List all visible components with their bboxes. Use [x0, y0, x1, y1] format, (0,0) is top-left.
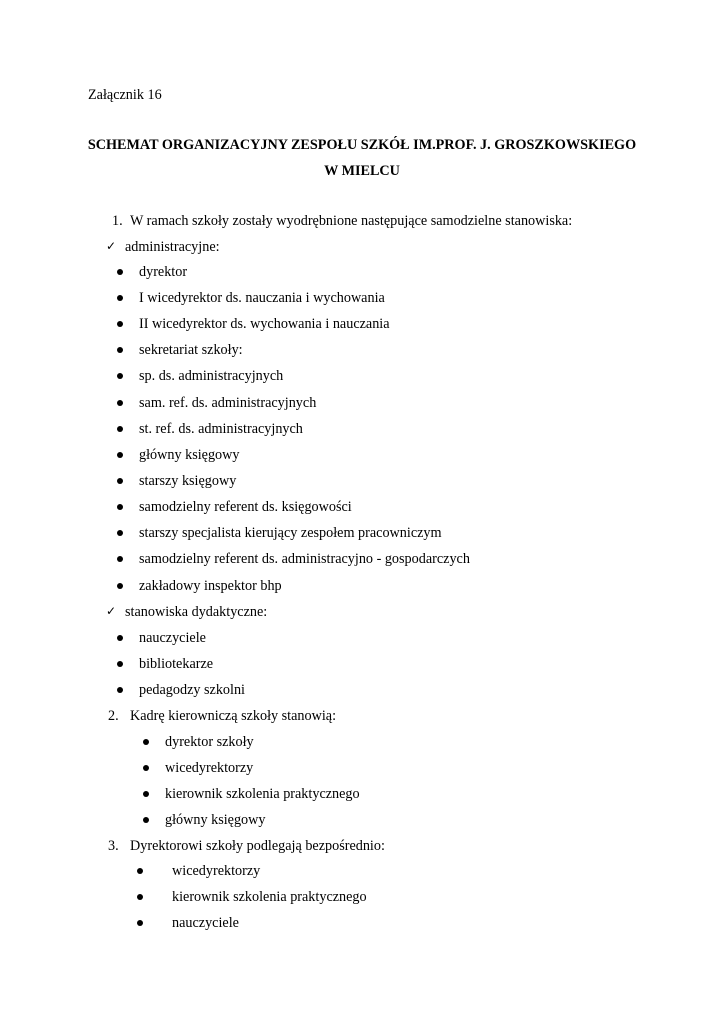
bullet-icon	[117, 687, 123, 693]
bullet-icon	[117, 295, 123, 301]
list-item: bibliotekarze	[139, 656, 214, 672]
group-didactic-label: stanowiska dydaktyczne:	[125, 604, 268, 620]
section-1-text: W ramach szkoły zostały wyodrębnione następujące samodzielne stanowiska:	[130, 213, 573, 229]
check-mark-icon: ✓	[106, 604, 117, 618]
bullet-icon	[117, 400, 123, 406]
bullet-icon	[117, 530, 123, 536]
list-item: kierownik szkolenia praktycznego	[165, 786, 360, 802]
bullet-icon	[137, 894, 143, 900]
list-item: wicedyrektorzy	[165, 760, 254, 776]
list-item: dyrektor	[139, 264, 188, 280]
list-item: dyrektor szkoły	[165, 734, 254, 750]
list-item: nauczyciele	[172, 915, 239, 931]
list-item: st. ref. ds. administracyjnych	[139, 421, 303, 437]
section-1-number: 1.	[112, 213, 123, 229]
bullet-icon	[117, 347, 123, 353]
list-item: sekretariat szkoły:	[139, 342, 243, 358]
bullet-icon	[137, 868, 143, 874]
check-mark-icon: ✓	[106, 239, 117, 253]
list-item: I wicedyrektor ds. nauczania i wychowania	[139, 290, 385, 306]
bullet-icon	[117, 661, 123, 667]
list-item: nauczyciele	[139, 630, 206, 646]
list-item: sam. ref. ds. administracyjnych	[139, 395, 317, 411]
list-item: starszy księgowy	[139, 473, 237, 489]
bullet-icon	[143, 791, 149, 797]
bullet-icon	[117, 321, 123, 327]
list-item: samodzielny referent ds. księgowości	[139, 499, 352, 515]
list-item: kierownik szkolenia praktycznego	[172, 889, 367, 905]
bullet-icon	[143, 739, 149, 745]
section-2-text: Kadrę kierowniczą szkoły stanowią:	[130, 708, 337, 724]
list-item: główny księgowy	[139, 447, 240, 463]
bullet-icon	[117, 269, 123, 275]
list-item: główny księgowy	[165, 812, 266, 828]
bullet-icon	[117, 426, 123, 432]
list-item: samodzielny referent ds. administracyjno - gospodarczych	[139, 551, 470, 567]
bullet-icon	[117, 373, 123, 379]
bullet-icon	[117, 452, 123, 458]
list-item: pedagodzy szkolni	[139, 682, 245, 698]
bullet-icon	[117, 478, 123, 484]
attachment-label: Załącznik 16	[88, 87, 162, 103]
list-item: II wicedyrektor ds. wychowania i nauczania	[139, 316, 390, 332]
section-3-text: Dyrektorowi szkoły podlegają bezpośrednio:	[130, 838, 385, 854]
bullet-icon	[143, 817, 149, 823]
bullet-icon	[117, 556, 123, 562]
list-item: wicedyrektorzy	[172, 863, 261, 879]
group-admin-label: administracyjne:	[125, 239, 220, 255]
bullet-icon	[117, 583, 123, 589]
list-item: starszy specjalista kierujący zespołem pracowniczym	[139, 525, 442, 541]
section-2-number: 2.	[108, 708, 119, 724]
document-title-line-1: SCHEMAT ORGANIZACYJNY ZESPOŁU SZKÓŁ IM.PROF. J. GROSZKOWSKIEGO	[87, 137, 637, 153]
bullet-icon	[117, 635, 123, 641]
bullet-icon	[137, 920, 143, 926]
document-title-line-2: W MIELCU	[324, 163, 400, 179]
list-item: sp. ds. administracyjnych	[139, 368, 284, 384]
bullet-icon	[143, 765, 149, 771]
section-3-number: 3.	[108, 838, 119, 854]
list-item: zakładowy inspektor bhp	[139, 578, 282, 594]
bullet-icon	[117, 504, 123, 510]
